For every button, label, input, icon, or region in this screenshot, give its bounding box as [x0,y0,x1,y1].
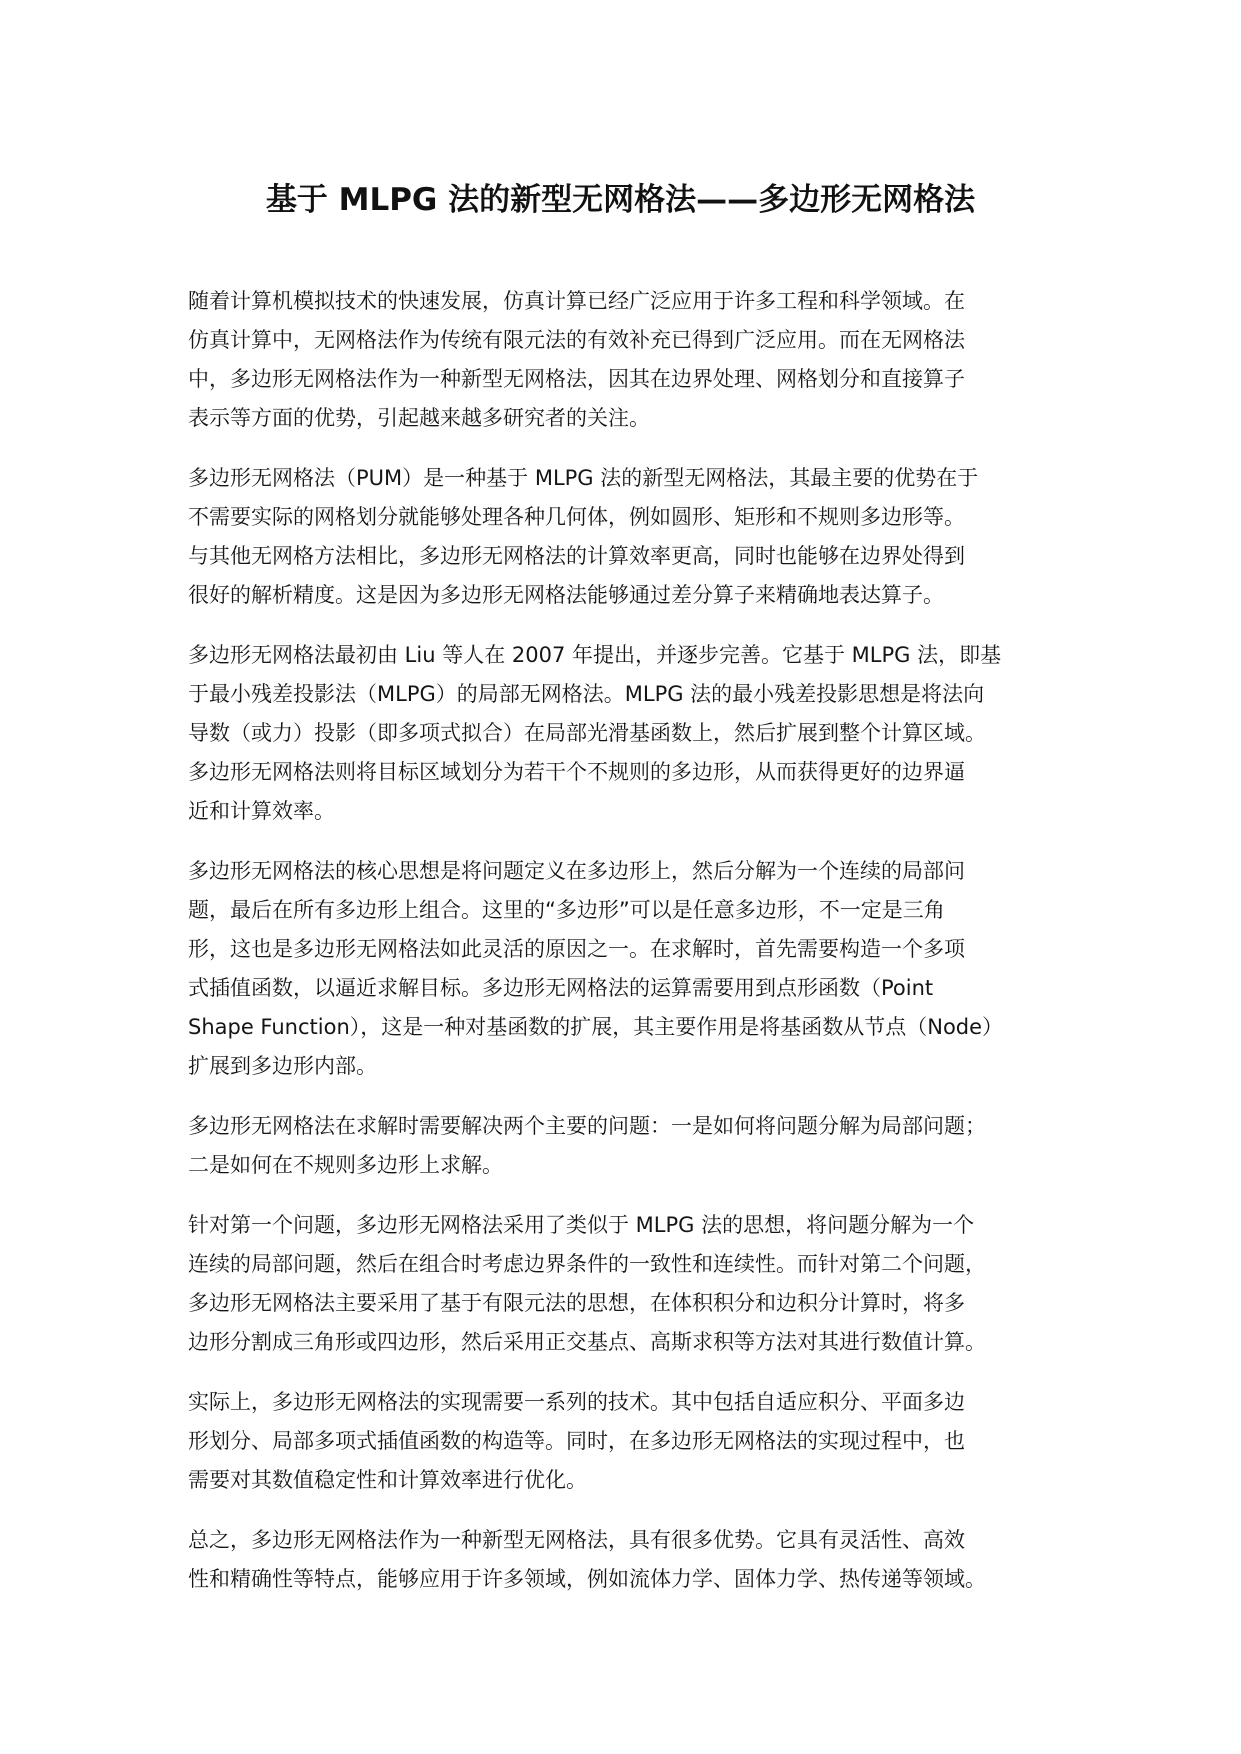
document-body [188,282,1088,1620]
paragraph: 针对第一个问题，多边形无网格法采用了类似于 MLPG 法的思想，将问题分解为一个 连续的局部问题，然后在组合时考虑边界条件的一致性和连续性。而针对第二个问题， 多边形无网格法主要采用了基于有限元法的思想，在体积积分和边积分计算时，将多 边形分割成三角形或四边形，然后采用正交基点、高斯求积等方法对其进行数值计算。 [188,1213,986,1354]
paragraph: 多边形无网格法最初由 Liu 等人在 2007 年提出，并逐步完善。它基于 MLPG 法，即基 于最小残差投影法（MLPG）的局部无网格法。MLPG 法的最小残差投影思想是将法向 导数（或力）投影（即多项式拟合）在局部光滑基函数上，然后扩展到整个计算区域。 多边形无网格法则将目标区域划分为若干个不规则的多边形，从而获得更好的边界逼 近和计算效率。 [188,643,1002,823]
paragraph: 实际上，多边形无网格法的实现需要一系列的技术。其中包括自适应积分、平面多边 形划分、局部多项式插值函数的构造等。同时，在多边形无网格法的实现过程中，也 需要对其数值稳定性和计算效率进行优化。 [188,1390,965,1492]
paragraph: 多边形无网格法在求解时需要解决两个主要的问题：一是如何将问题分解为局部问题； 二是如何在不规则多边形上求解。 [188,1114,986,1177]
paragraph: 总之，多边形无网格法作为一种新型无网格法，具有很多优势。它具有灵活性、高效 性和精确性等特点，能够应用于许多领域，例如流体力学、固体力学、热传递等领域。 [188,1528,986,1591]
paragraph: 多边形无网格法的核心思想是将问题定义在多边形上，然后分解为一个连续的局部问 题，最后在所有多边形上组合。这里的“多边形”可以是任意多边形，不一定是三角 形，这也是多边形无网格法如此灵活的原因之一。在求解时，首先需要构造一个多项 式插值函数，以逼近求解目标。多边形无网格法的运算需要用到点形函数（Point Shape Function），这是一种对基函数的扩展，其主要作用是将基函数从节点（Node） 扩展到多边形内部。 [188,859,1004,1078]
paragraph: 多边形无网格法（PUM）是一种基于 MLPG 法的新型无网格法，其最主要的优势在于 不需要实际的网格划分就能够处理各种几何体，例如圆形、矩形和不规则多边形等。 与其他无网格方法相比，多边形无网格法的计算效率更高，同时也能够在边界处得到 很好的解析精度。这是因为多边形无网格法能够通过差分算子来精确地表达算子。 [188,466,979,607]
document-title: 基于 MLPG 法的新型无网格法——多边形无网格法 [265,182,976,218]
paragraph: 随着计算机模拟技术的快速发展，仿真计算已经广泛应用于许多工程和科学领域。在 仿真计算中，无网格法作为传统有限元法的有效补充已得到广泛应用。而在无网格法 中，多边形无网格法作为一种新型无网格法，因其在边界处理、网格划分和直接算子 表示等方面的优势，引起越来越多研究者的关注。 [188,289,965,430]
